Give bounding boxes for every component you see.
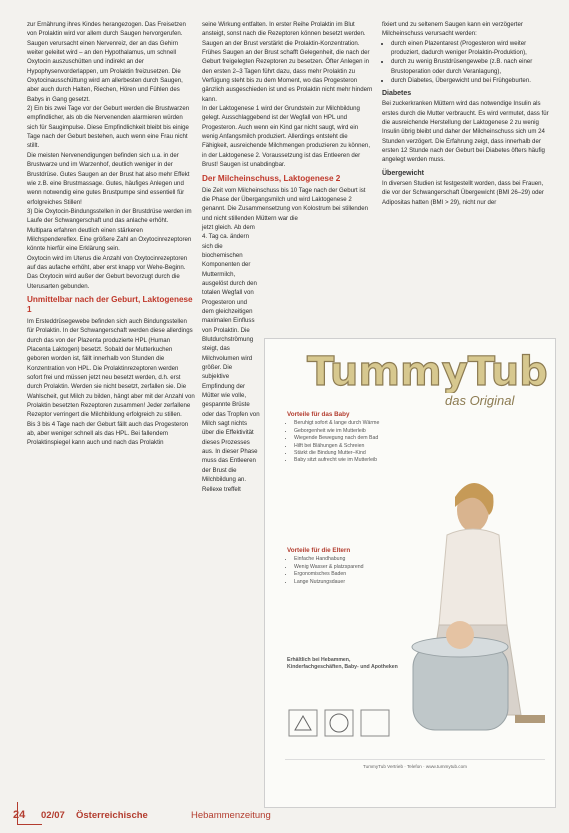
subsection-heading: Diabetes [382,90,412,98]
paragraph: Bis 3 bis 4 Tage nach der Geburt fällt auch das Progesteron ab, aber weniger schnell als das HPL. Bei fallendem Prolaktinspiegel kann auch und nach das Prolaktin [27,420,189,447]
ad-tagline: das Original [445,393,515,408]
bullet-item: • durch Diabetes, Übergewicht und bei Frühgeburten. [391,76,549,85]
paragraph: Im Ersteddrüsegewebe befinden sich auch Bindungsstellen für Prolaktin. In der Schwangerschaft werden diese allerdings durch das von der Plazenta produzierte HPL (Human Placenta Laktogen) besetzt. Sobald der Mutterkuchen geboren worden ist, fällt innerhalb von Stunden die Konzentration von HPL. Die Prolaktinrezeptoren werden sofort frei und müssen jetzt neu besetzt werden, d.h. erst durch Prolaktin. Werden sie nicht besetzt, zerfallen sie. Die Wahlscheit, gut Milch zu bilden, hängt aber mit der Anzahl von Prolaktin besetzten Rezeptoren zusammen! Jeder zerfallene Rezeptor verringert die Milchbildung erfolgreich zu stillen. [27,317,195,419]
ad-list-item: • Wiegende Bewegung nach dem Bad [294,435,407,442]
ad-parent-list [287,556,407,586]
paragraph: 2) Ein bis zwei Tage vor der Geburt werden die Brustwarzen empfindlicher, als ob die Nervenenden alarmieren würden sich für Saugimpulse. Diese Empfindlichkeit bleibt bis einige Tage nach der Geburt bestehen, auch wenn eine Frau nicht stillt. [27,105,190,150]
tummytub-logo [305,347,550,393]
bullet-item: • durch zu wenig Brustdrüsengewebe (z.B. nach einer Brustoperation oder durch Veranlagung), [391,57,549,76]
magazine-name-bold: Österreichische [76,810,148,821]
section-heading: Der Milcheinschuss, Laktogenese 2 [202,173,341,183]
ad-parent-benefits [287,547,407,632]
paragraph: fixiert und zu seltenem Saugen kann ein verzögerter Milcheinschuss verursacht werden: [382,21,523,38]
ad-list-item: • Einfache Handhabung [294,556,407,563]
paragraph: In der Laktogenese 1 wird der Grundstein zur Milchbildung gelegt. Ausschlaggebend ist der Wegfall von HPL und Progesteron. Auch wenn ein Kind gar nicht saugt, wird ein wenig Anfangsmilch produziert. Allerdings entsteht die Fähigkeit, ausreichende Milchmengen produzieren zu können, in der Laktogenese 2. Voraussetzung ist das Entleeren der Brust! Saugen ist unabdingbar. [202,105,371,169]
page-footer [13,808,353,826]
paragraph: zur Ernährung ihres Kindes herangezogen. Das Freisetzen von Prolaktin wird vor allem durch Saugen hervorgerufen. Saugen verursacht einen Nervenreiz, der an das Gehirn weiter geleitet wird – an den Hypothalamus, um schnell Oxytocin auszuschütten und indirekt an der Hypophysenvorderlappen, um Prolaktin freizusetzen. Die Oxytocinausschüttung wird am allerbesten durch Saugen, aber auch durch Halten, Riechen, Hören und Fühlen des Babys in Gang gesetzt. [27,21,186,103]
paragraph: seine Wirkung entfalten. In erster Reihe Prolaktin im Blut ansteigt, sonst nach die Rezeptoren können besetzt werden. Saugen an der Brust verstärkt die Prolaktin-Konzentration. Frühes Saugen an der Brust schafft Gelegenheit, die nach der Geburt freigelegten Rezeptoren zu besetzen. Öfter Anlegen in den ersten 2–3 Tagen führt dazu, dass mehr Prolaktin zu Verfügung steht bis zu dem Moment, wo das Progesteron gänzlich ausgeschieden ist und es Prolaktin nicht mehr hindern kann. [202,21,373,103]
advertisement[interactable] [264,338,556,808]
text-column-3 [382,20,549,207]
ad-baby-list [287,420,407,464]
ad-parent-title: Vorteile für die Eltern [287,547,351,554]
issue-number: 02/07 [41,810,65,821]
ad-baby-title: Vorteile für das Baby [287,411,350,418]
text-column-1 [27,20,195,448]
ad-list-item: • Baby sitzt aufrecht wie im Mutterleib [294,457,407,464]
ad-list-item: • Wenig Wasser & platzsparend [294,564,407,571]
ad-list-item: • Ergonomisches Baden [294,571,407,578]
paragraph: Die Zeit vom Milcheinschuss bis 10 Tage nach der Geburt ist die Phase der Übergangsmilch und wird Laktogenese 2 genannt. Die Zusammensetzung von Kolostrum bei stillenden und nicht stillenden Müttern war die [202,186,368,222]
ad-contact-footer: TummyTub Vertrieb · Telefon · www.tummytub.com [285,759,545,771]
paragraph: In diversen Studien ist festgestellt worden, dass bei Frauen, die vor der Schwangerschaft Übergewicht (BMI 26–29) oder Adipositas hatten (BMI > 29), nicht nur der [382,179,544,206]
subsection-heading: Übergewicht [382,169,425,177]
ad-baby-benefits [287,411,407,511]
section-heading: Unmittelbar nach der Geburt, Laktogenese 1 [27,294,193,314]
certification-logos [287,704,397,744]
ad-availability-note: Erhältlich bei Hebammen, Kinderfachgeschäften, Baby- und Apotheken [287,657,398,671]
paragraph: 3) Die Oxytocin-Bindungsstellen in der Brustdrüse werden im Laufe der Schwangerschaft und das anlache erhöht. Multipara erfahren deutlich einen stärkeren Milchspendereflex. Eine größere Zahl an Oxytocinrezeptoren könnte hierfür eine Erklärung sein. [27,207,192,253]
paragraph: Die meisten Nervenendigungen befinden sich u.a. in der Brustwarze und im Warzenhof, deutlich weniger in der Brustdrüse. Gutes Saugen an der Brust hat also mehr Effekt wie z.B. eine Brustmassage. Gutes, häufiges Anlegen und wenn notwendig eine gutes Brustpumpe sind essentiell für erfolgreiches Stillen! [27,151,190,206]
paragraph: Bei zuckerkranken Müttern wird das notwendige Insulin als erstes durch die Mutter verbraucht. Es wird vermutet, dass für die ausreichende Herstellung der Laktogenese 2 zu wenig Insulin übrig bleibt und daher der Milcheinschuss sich um 24 Stunden verzögert. Die Erfahrung zeigt, dass innerhalb der ersten 12 Stunde nach der Geburt bei Diabetes öfters häufig angelegt werden muss. [382,100,549,164]
ad-list-item: • Geborgenheit wie im Mutterleib [294,428,407,435]
bullet-list [382,39,549,86]
magazine-name-light: Hebammenzeitung [191,810,271,821]
ad-list-item: • Stärkt die Bindung Mutter–Kind [294,450,407,457]
paragraph: jetzt gleich. Ab dem 4. Tag ca. ändern sich die biochemischen Komponenten der Muttermilch, ausgelöst durch den totalen Wegfall von Progesteron und dem gleichzeitigen maximalen Einfluss von Prolaktin. Die Blutdurchströmung steigt, das Milchvolumen wird größer. Die subjektive Empfindung der Mütter wie volle, gespannte Brüste oder das Tropfen von Milch sagt nichts über die Effektivität dieses Prozesses aus. In dieser Phase muss das Entleeren der Brust die Milchbildung an. Rellexe treffelt [202,223,260,493]
logo-text: TummyTub [307,349,548,393]
page-number: 24 [13,809,26,821]
paragraph: Oxytocin wird im Uterus die Anzahl von Oxytocinrezeptoren auf das aufache erhöht, aber erst knapp vor Wehe-Beginn. Das Oxytocin wird außer der Geburt bevorzugt durch die Uterusarten gebunden. [27,254,188,290]
ad-list-item: • Lange Nutzungsdauer [294,579,407,586]
mother-with-baby-image [403,415,553,745]
ad-list-item: • Beruhigt sofort & lange durch Wärme [294,420,407,427]
bullet-item: • durch einen Plazentarest (Progesteron wird weiter produziert, dadurch weniger Prolaktin-Produktion), [391,39,549,58]
ad-list-item: • Hilft bei Blähungen & Schreien [294,443,407,450]
